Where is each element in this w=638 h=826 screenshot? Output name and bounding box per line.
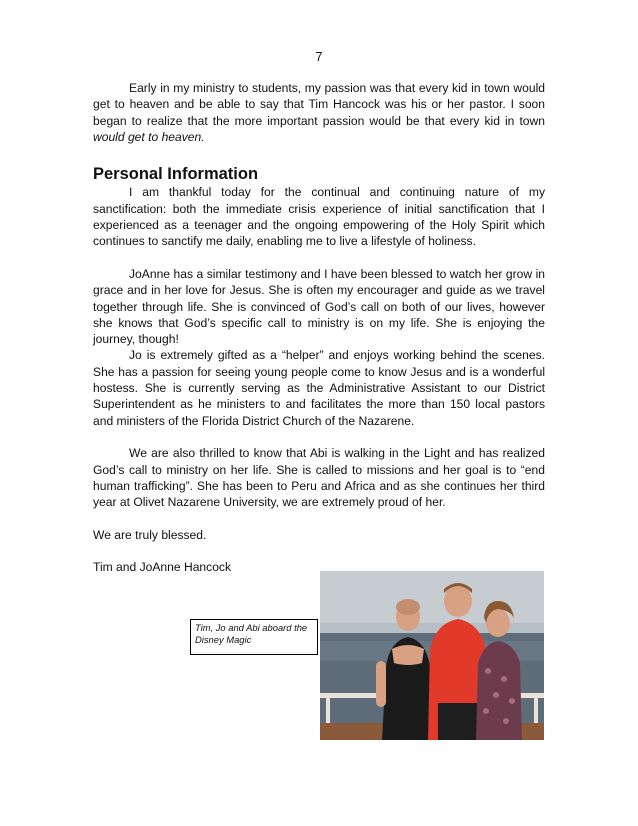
abi-paragraph: We are also thrilled to know that Abi is walking in the Light and has realized God’s call to ministry on her life. She is called to missions and her goal is to “end human trafficking”. She has been to Peru and Africa and as she continues her third year at Olivet Nazarene University, we are extremely proud of her.	[93, 446, 545, 510]
blessed-line: We are truly blessed.	[93, 527, 207, 542]
section-heading: Personal Information	[93, 165, 259, 184]
family-photo	[320, 571, 544, 740]
body-text	[93, 80, 545, 576]
intro-emphasis: would get to heaven.	[93, 129, 205, 144]
photo-caption: Tim, Jo and Abi aboard the Disney Magic	[190, 619, 318, 655]
sanctification-paragraph: I am thankful today for the continual and continuing nature of my sanctification: both the immediate crisis experience of initial sanctification that I experienced as a teenager and the ongoing empowering of the Holy Spirit which continues to sanctify me daily, enabling me to live a lifestyle of holiness.	[93, 185, 545, 249]
family-photo-illustration	[320, 571, 544, 740]
page-number: 7	[315, 50, 323, 64]
intro-paragraph	[93, 80, 545, 145]
signature: Tim and JoAnne Hancock	[93, 560, 232, 575]
joanne-paragraph: JoAnne has a similar testimony and I have been blessed to watch her grow in grace and in her love for Jesus. She is often my encourager and guide as we travel together through life. She is convinced of God’s call on both of our lives, however she knows that God’s specific call to ministry is on my life. She is enjoying the journey, though!	[93, 266, 545, 347]
intro-text: Early in my ministry to students, my passion was that every kid in town would get to heaven and be able to say that Tim Hancock was his or her pastor. I soon began to realize that the more important passion would be that every kid in town	[93, 81, 545, 128]
jo-paragraph: Jo is extremely gifted as a “helper” and enjoys working behind the scenes. She has a passion for seeing young people come to know Jesus and is a wonderful hostess. She is currently serving as the Administrative Assistant to our District Superintendent as he ministers to and facilitates the more than 150 local pastors and ministers of the Florida District Church of the Nazarene.	[93, 348, 545, 428]
